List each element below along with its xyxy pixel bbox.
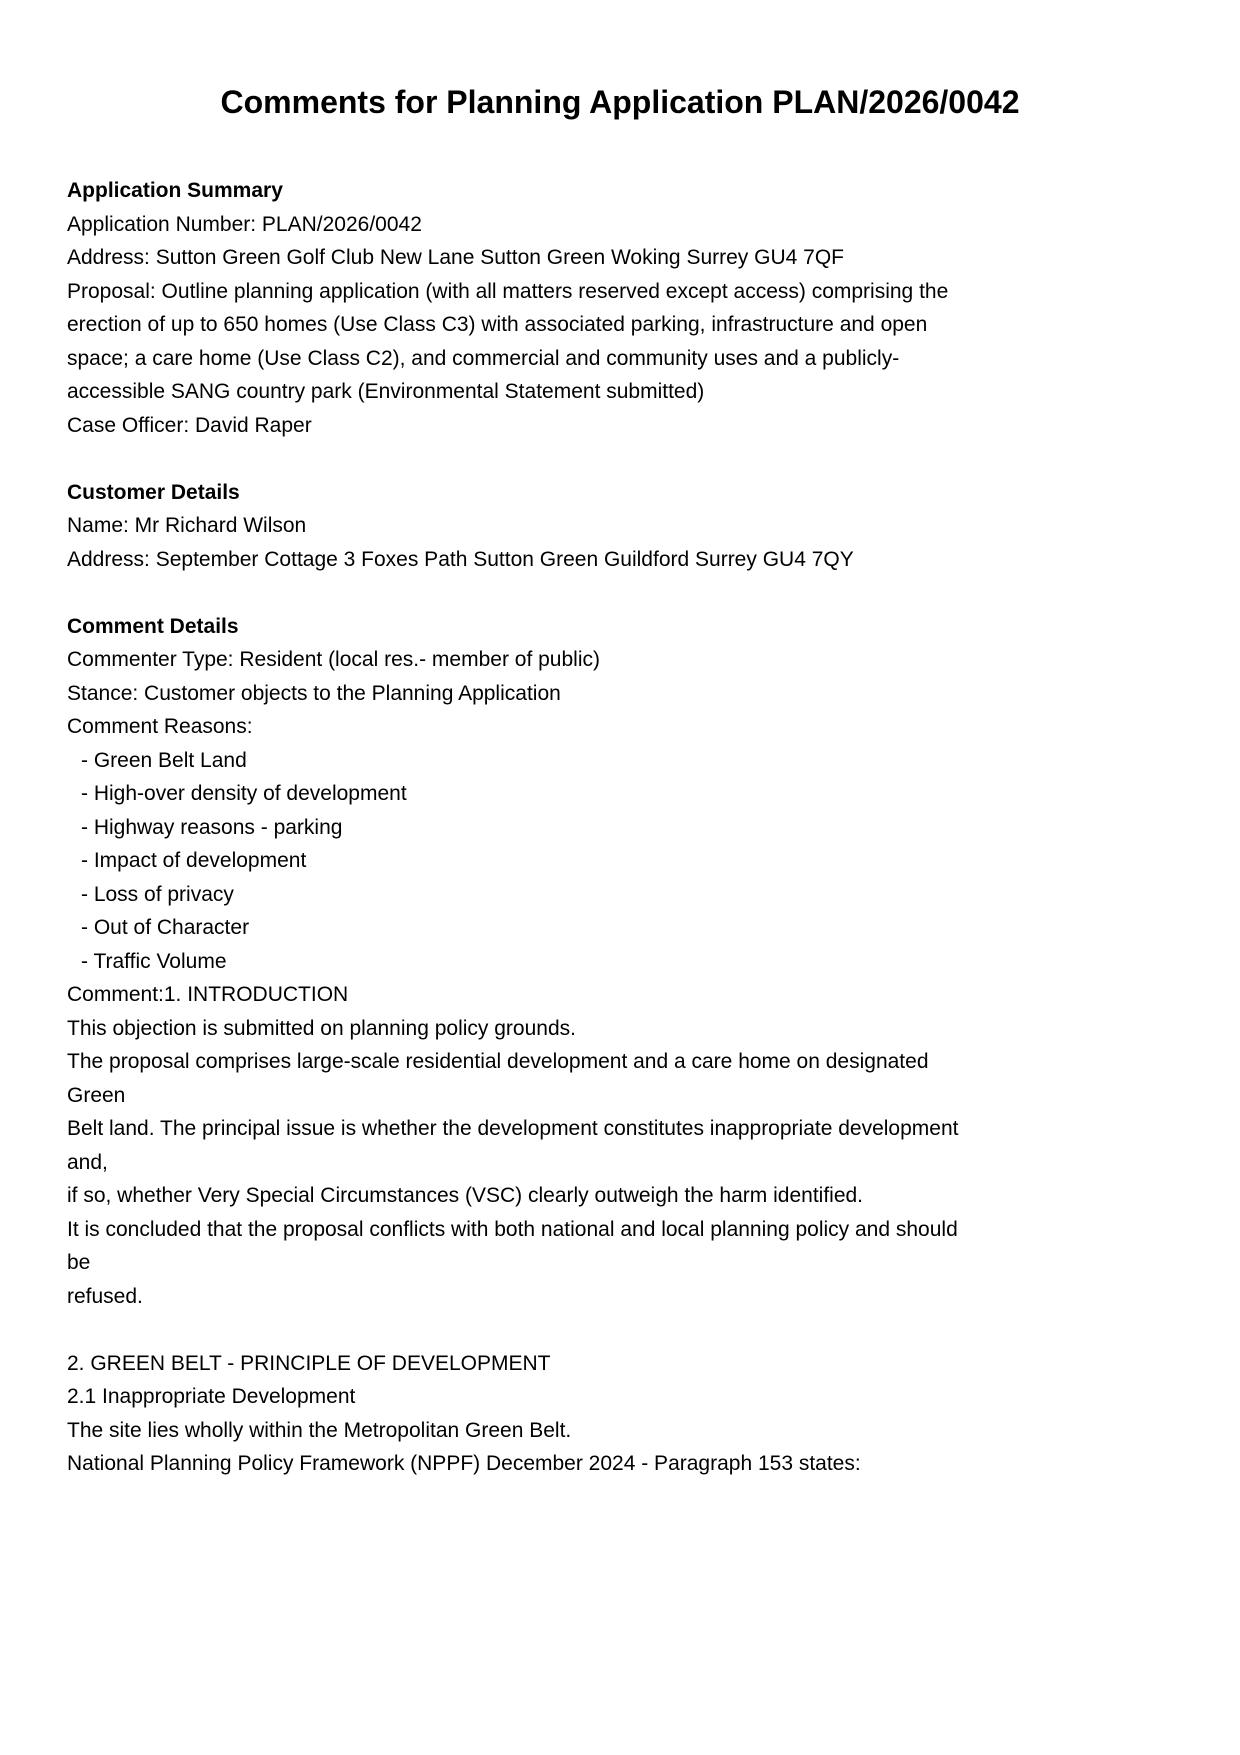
document-line: accessible SANG country park (Environmental Statement submitted) [67,380,705,403]
document-line: - Loss of privacy [81,882,234,906]
document-line: if so, whether Very Special Circumstances (VSC) clearly outweigh the harm identified. [67,1184,864,1207]
document-line: erection of up to 650 homes (Use Class C3) with associated parking, infrastructure and open [67,313,928,336]
document-line: Green [67,1083,126,1107]
document-line: - Highway reasons - parking [81,815,343,839]
document-body [67,174,1173,1481]
document-line: 2. GREEN BELT - PRINCIPLE OF DEVELOPMENT [67,1351,551,1375]
section-heading: Customer Details [67,480,240,504]
document-line: Comment:1. INTRODUCTION [67,983,349,1006]
document-line: It is concluded that the proposal conflicts with both national and local planning policy and should [67,1217,958,1241]
document-line: Application Number: PLAN/2026/0042 [67,212,422,236]
document-line: Belt land. The principal issue is whether the development constitutes inappropriate development [67,1117,959,1140]
document-line: refused. [67,1284,143,1308]
document-line: The proposal comprises large-scale residential development and a care home on designated [67,1050,929,1073]
document-line: National Planning Policy Framework (NPPF) December 2024 - Paragraph 153 states: [67,1452,861,1475]
document-line: be [67,1251,91,1274]
section-heading: Application Summary [67,179,283,202]
document-line: 2.1 Inappropriate Development [67,1385,356,1408]
document-line: The site lies wholly within the Metropolitan Green Belt. [67,1418,572,1442]
page-title: Comments for Planning Application PLAN/2026/0042 [220,84,1020,120]
document-line: and, [67,1150,108,1174]
section-heading: Comment Details [67,614,239,638]
document-line: space; a care home (Use Class C2), and commercial and community uses and a publicly- [67,346,900,370]
document-line: - Impact of development [81,849,307,872]
document-line: - Green Belt Land [81,748,247,772]
document-line: - Traffic Volume [81,949,227,973]
document-line: Stance: Customer objects to the Planning Application [67,681,561,705]
document-line: Case Officer: David Raper [67,413,312,437]
document-line: Name: Mr Richard Wilson [67,514,307,537]
document-line: Comment Reasons: [67,715,253,738]
document-line: This objection is submitted on planning policy grounds. [67,1016,576,1040]
document-line: - High-over density of development [81,782,407,805]
document-line: Address: Sutton Green Golf Club New Lane Sutton Green Woking Surrey GU4 7QF [67,246,844,269]
document-line: - Out of Character [81,916,250,939]
document-line: Address: September Cottage 3 Foxes Path Sutton Green Guildford Surrey GU4 7QY [67,547,854,571]
document-line: Proposal: Outline planning application (with all matters reserved except access) comprising the [67,279,949,303]
document-line: Commenter Type: Resident (local res.- member of public) [67,648,600,671]
